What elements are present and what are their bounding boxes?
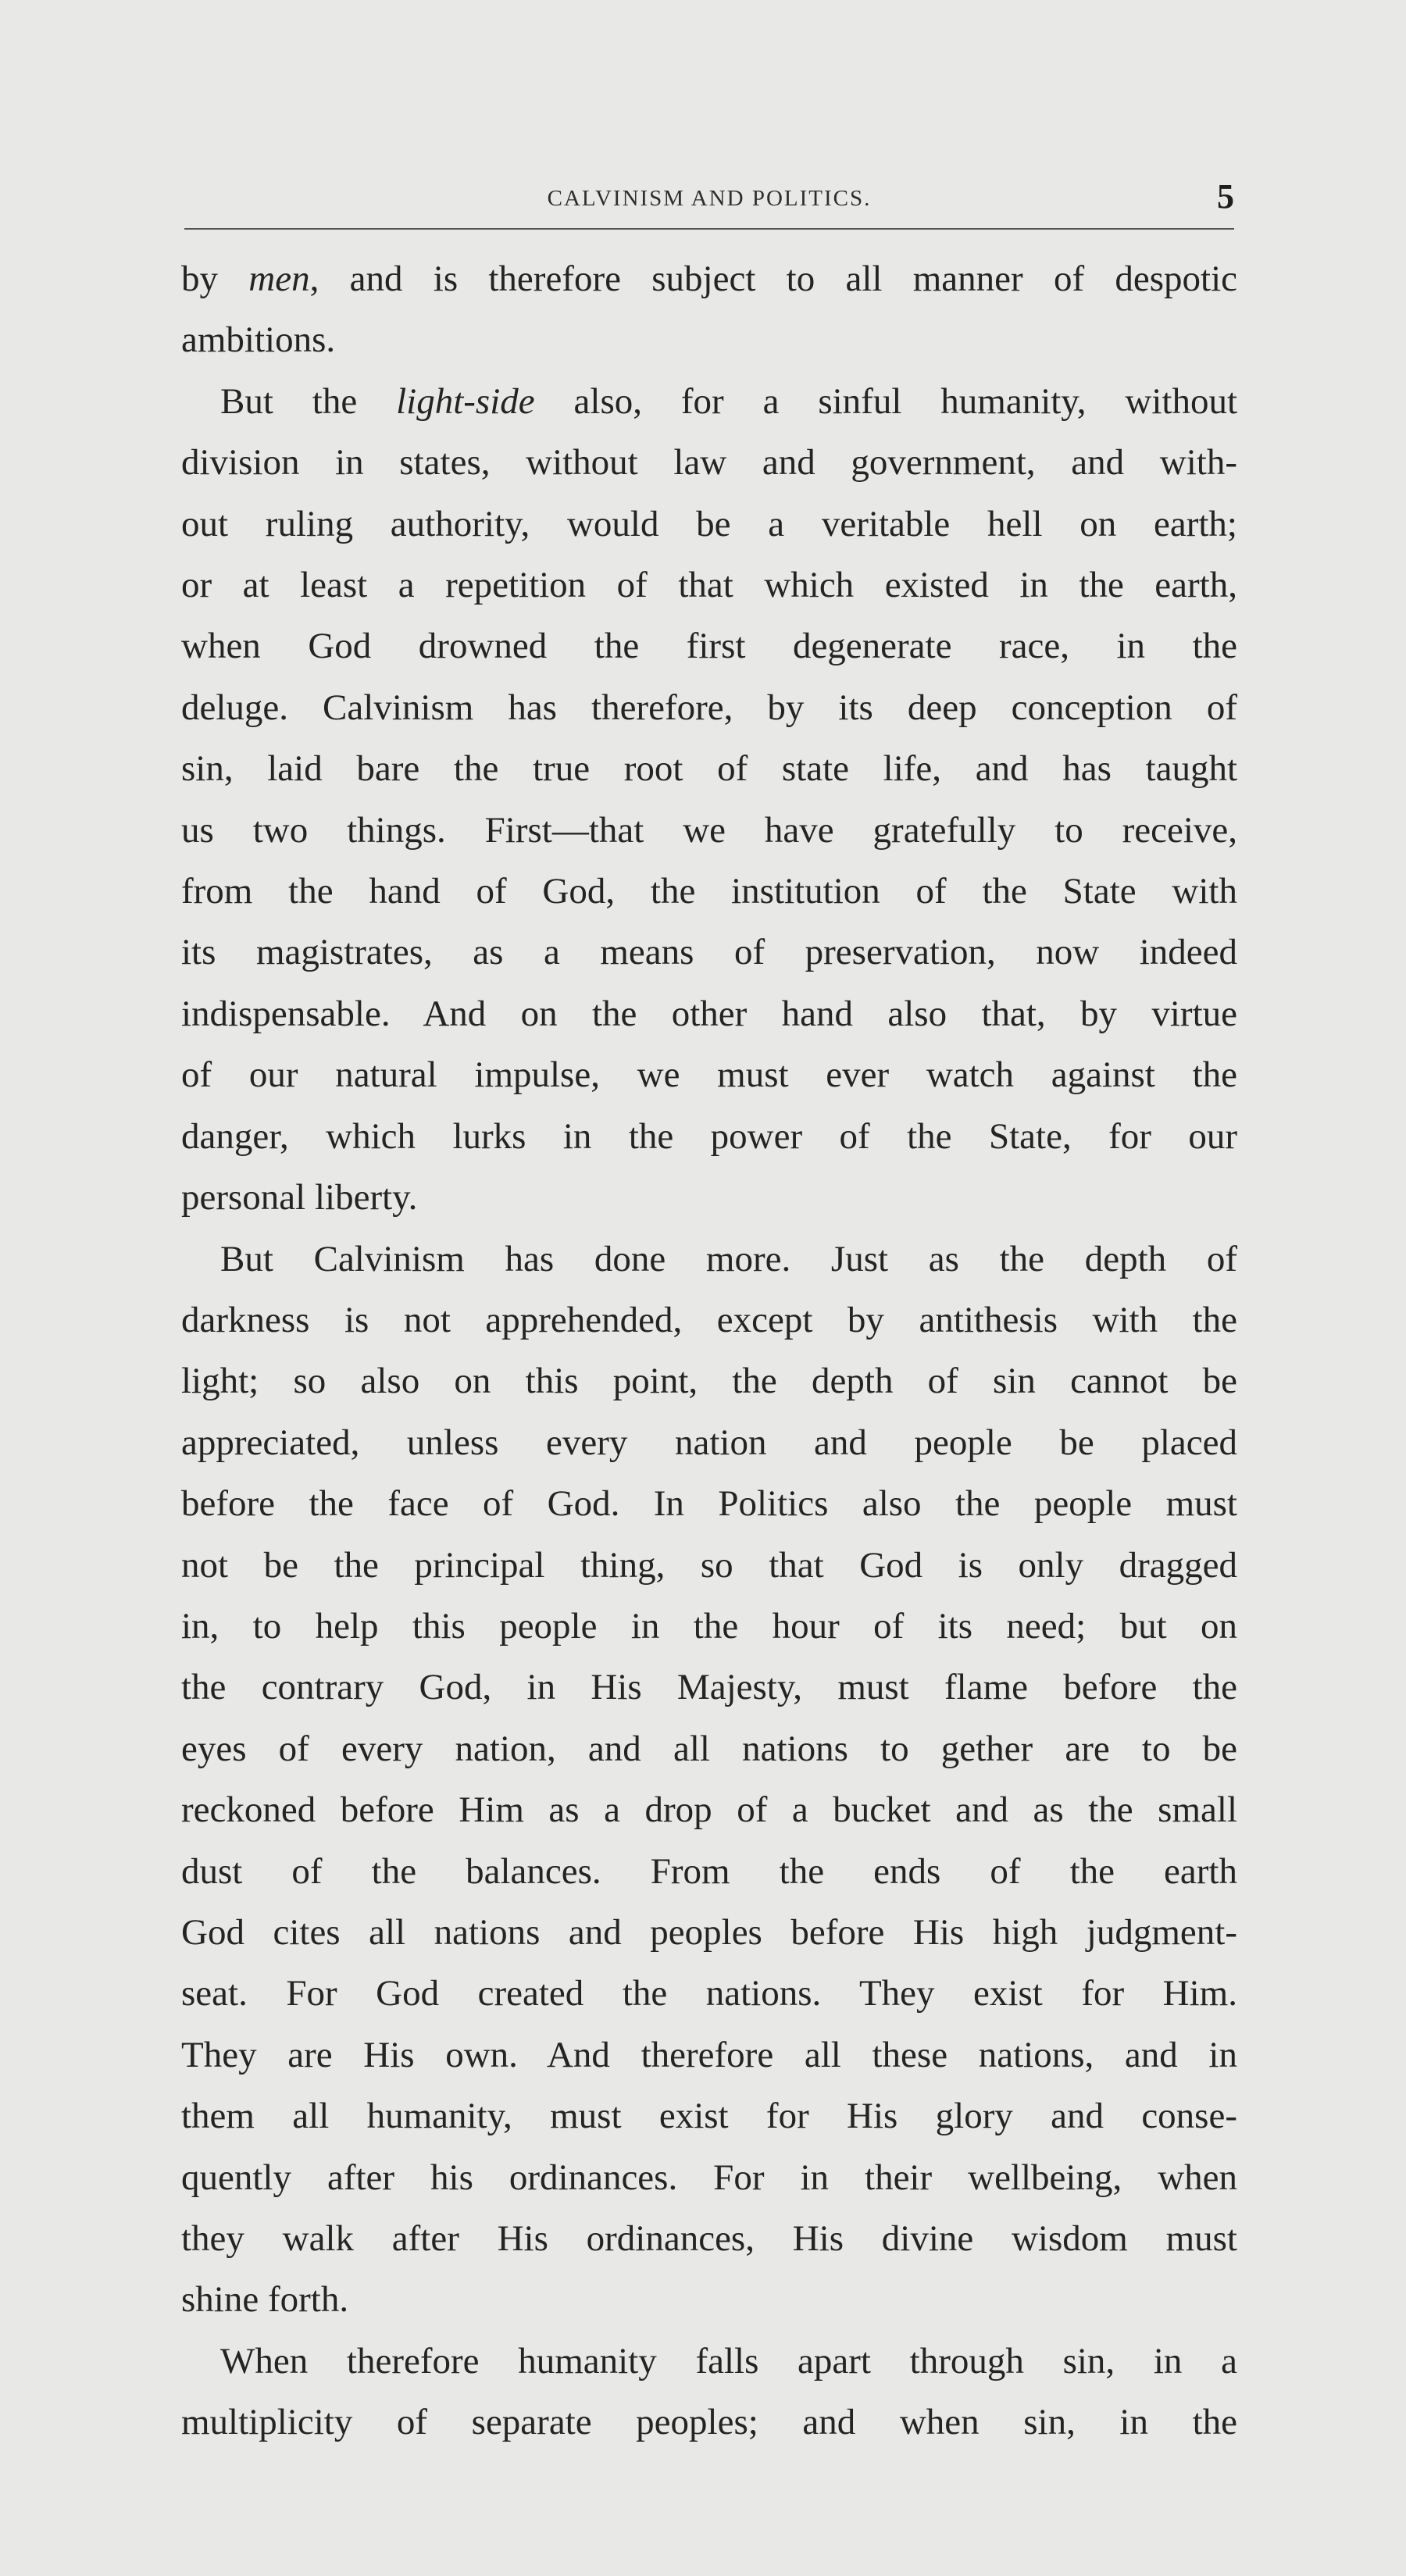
text-line: reckoned before Him as a drop of a bucket and as the small [181,1789,1237,1831]
text-line: eyes of every nation, and all nations to gether are to be [181,1728,1237,1769]
text-line: not be the principal thing, so that God is only dragged [181,1544,1237,1586]
text-line: ambitions. [181,319,336,361]
page-number: 5 [1217,177,1234,216]
text-line: in, to help this people in the hour of its need; but on [181,1605,1237,1647]
text-line: But Calvinism has done more. Just as the depth of [220,1238,1237,1279]
text-line: multiplicity of separate peoples; and when sin, in the [181,2402,1237,2443]
text-line: shine forth. [181,2279,349,2321]
text-line: But the light-side also, for a sinful humanity, without [220,380,1238,422]
body-text [181,248,1237,2453]
text-line: seat. For God created the nations. They exist for Him. [181,1973,1237,2014]
text-line: its magistrates, as a means of preservation, now indeed [181,932,1237,973]
text-line: sin, laid bare the true root of state life, and has taught [181,748,1237,790]
text-line: appreciated, unless every nation and people be placed [181,1422,1237,1463]
text-line: indispensable. And on the other hand also that, by virtue [181,993,1237,1034]
text-line: light; so also on this point, the depth of sin cannot be [181,1361,1237,1402]
text-line: by men, and is therefore subject to all manner of despotic [181,259,1237,299]
text-line: danger, which lurks in the power of the State, for our [181,1115,1237,1157]
text-line: or at least a repetition of that which existed in the earth, [181,565,1237,606]
text-line: out ruling authority, would be a veritable hell on earth; [181,503,1237,544]
text-line: When therefore humanity falls apart through sin, in a [220,2340,1237,2382]
text-line: God cites all nations and peoples before His high judgment- [181,1911,1237,1953]
text-line: quently after his ordinances. For in their wellbeing, when [181,2157,1237,2198]
running-title: CALVINISM AND POLITICS. [547,186,872,211]
text-line: them all humanity, must exist for His glory and conse- [181,2096,1237,2137]
text-line: darkness is not apprehended, except by antithesis with the [181,1299,1237,1340]
italic-word: light-side [396,380,535,422]
text-line: from the hand of God, the institution of the State with [181,871,1237,912]
text-line: dust of the balances. From the ends of the earth [181,1850,1237,1892]
text-line: the contrary God, in His Majesty, must flame before the [181,1667,1237,1708]
running-head [184,177,1234,230]
text-line: personal liberty. [181,1177,418,1218]
text-line: of our natural impulse, we must ever watch against the [181,1054,1237,1096]
text-line: they walk after His ordinances, His divine wisdom must [181,2218,1237,2259]
text-line: when God drowned the first degenerate race, in the [181,626,1237,667]
text-line: deluge. Calvinism has therefore, by its deep conception of [181,687,1237,728]
text-line: division in states, without law and government, and with- [181,442,1237,483]
text-line: us two things. First—that we have gratefully to receive, [181,809,1237,851]
text-line: before the face of God. In Politics also the people must [181,1483,1237,1525]
text-line: They are His own. And therefore all these nations, and in [181,2034,1237,2075]
italic-word: men [248,259,310,299]
